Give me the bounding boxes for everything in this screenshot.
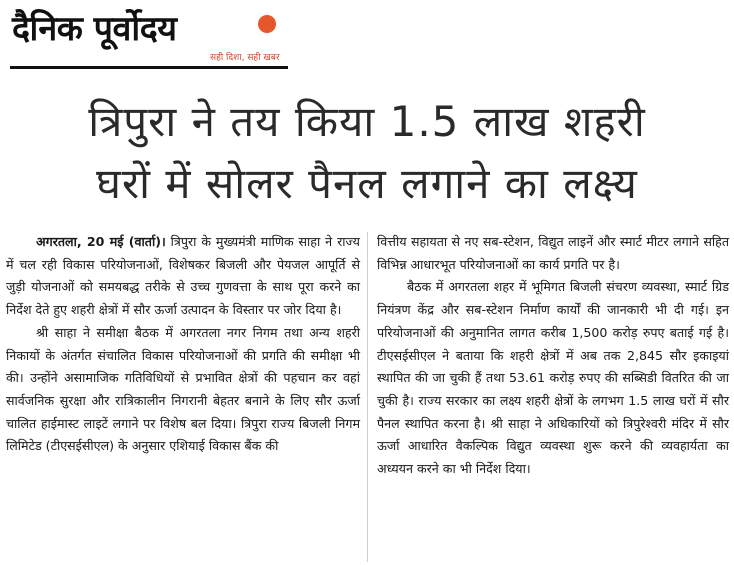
headline-line-1: त्रिपुरा ने तय किया 1.5 लाख शहरी (88, 97, 646, 146)
article-column-right (377, 231, 729, 481)
masthead-tagline: सही दिशा, सही खबर (210, 53, 280, 63)
newspaper-logo: दैनिक पूर्वोदय (12, 9, 177, 49)
paragraph-text: त्रिपुरा के मुख्यमंत्री माणिक साहा ने राज्य में चल रही विकास परियोजनाओं, विशेषकर बिजली और पेयजल आपूर्ति से जुड़ी योजनाओं को समयबद्ध तरीके से उच्च गुणवत्ता के साथ पूरा करने का निर्देश देते हुए शहरी क्षेत्रों में सौर ऊर्जा उत्पादन के विस्तार पर जोर दिया है। (6, 234, 360, 318)
masthead (10, 6, 288, 72)
article-paragraph: बैठक में अगरतला शहर में भूमिगत बिजली संचरण व्यवस्था, स्मार्ट ग्रिड नियंत्रण केंद्र और सब-स्टेशन निर्माण कार्यों की जानकारी भी दी गई। इन परियोजनाओं की अनुमानित लागत करीब 1,500 करोड़ रुपए बताई गई है। टीएसईसीएल ने बताया कि शहरी क्षेत्रों में अब तक 2,845 सौर इकाइयां स्थापित की जा चुकी हैं तथा 53.61 करोड़ रुपए की सब्सिडी वितरित की जा चुकी है। राज्य सरकार का लक्ष्य शहरी क्षेत्रों के लगभग 1.5 लाख घरों में सौर पैनल स्थापित करना है। श्री साहा ने अधिकारियों को त्रिपुरेश्वरी मंदिर में सौर ऊर्जा आधारित वैकल्पिक विद्युत व्यवस्था शुरू करने की व्यवहार्यता का अध्ययन करने का भी निर्देश दिया। (377, 279, 729, 477)
dateline: अगरतला, 20 मई (वार्ता)। (36, 234, 166, 249)
headline-line-2: घरों में सोलर पैनल लगाने का लक्ष्य (96, 159, 638, 208)
article-paragraph: वित्तीय सहायता से नए सब-स्टेशन, विद्युत लाइनें और स्मार्ट मीटर लगाने सहित विभिन्न आधारभूत परियोजनाओं का कार्य प्रगति पर है। (377, 234, 729, 272)
article-paragraph: श्री साहा ने समीक्षा बैठक में अगरतला नगर निगम तथा अन्य शहरी निकायों के अंतर्गत संचालित विकास परियोजनाओं की प्रगति की समीक्षा भी की। उन्होंने असामाजिक गतिविधियों से प्रभावित क्षेत्रों की पहचान कर वहां सार्वजनिक सुरक्षा और रात्रिकालीन निगरानी बेहतर बनाने के लिए सौर ऊर्जा चालित हाईमास्ट लाइटें लगाने पर विशेष बल दिया। त्रिपुरा राज्य बिजली निगम लिमिटेड (टीएसईसीएल) के अनुसार एशियाई विकास बैंक की (6, 324, 360, 454)
article-paragraph (6, 231, 360, 322)
column-divider (367, 232, 368, 562)
article-column-left (6, 231, 360, 458)
logo-accent-dot (258, 15, 276, 33)
masthead-rule (10, 66, 288, 69)
